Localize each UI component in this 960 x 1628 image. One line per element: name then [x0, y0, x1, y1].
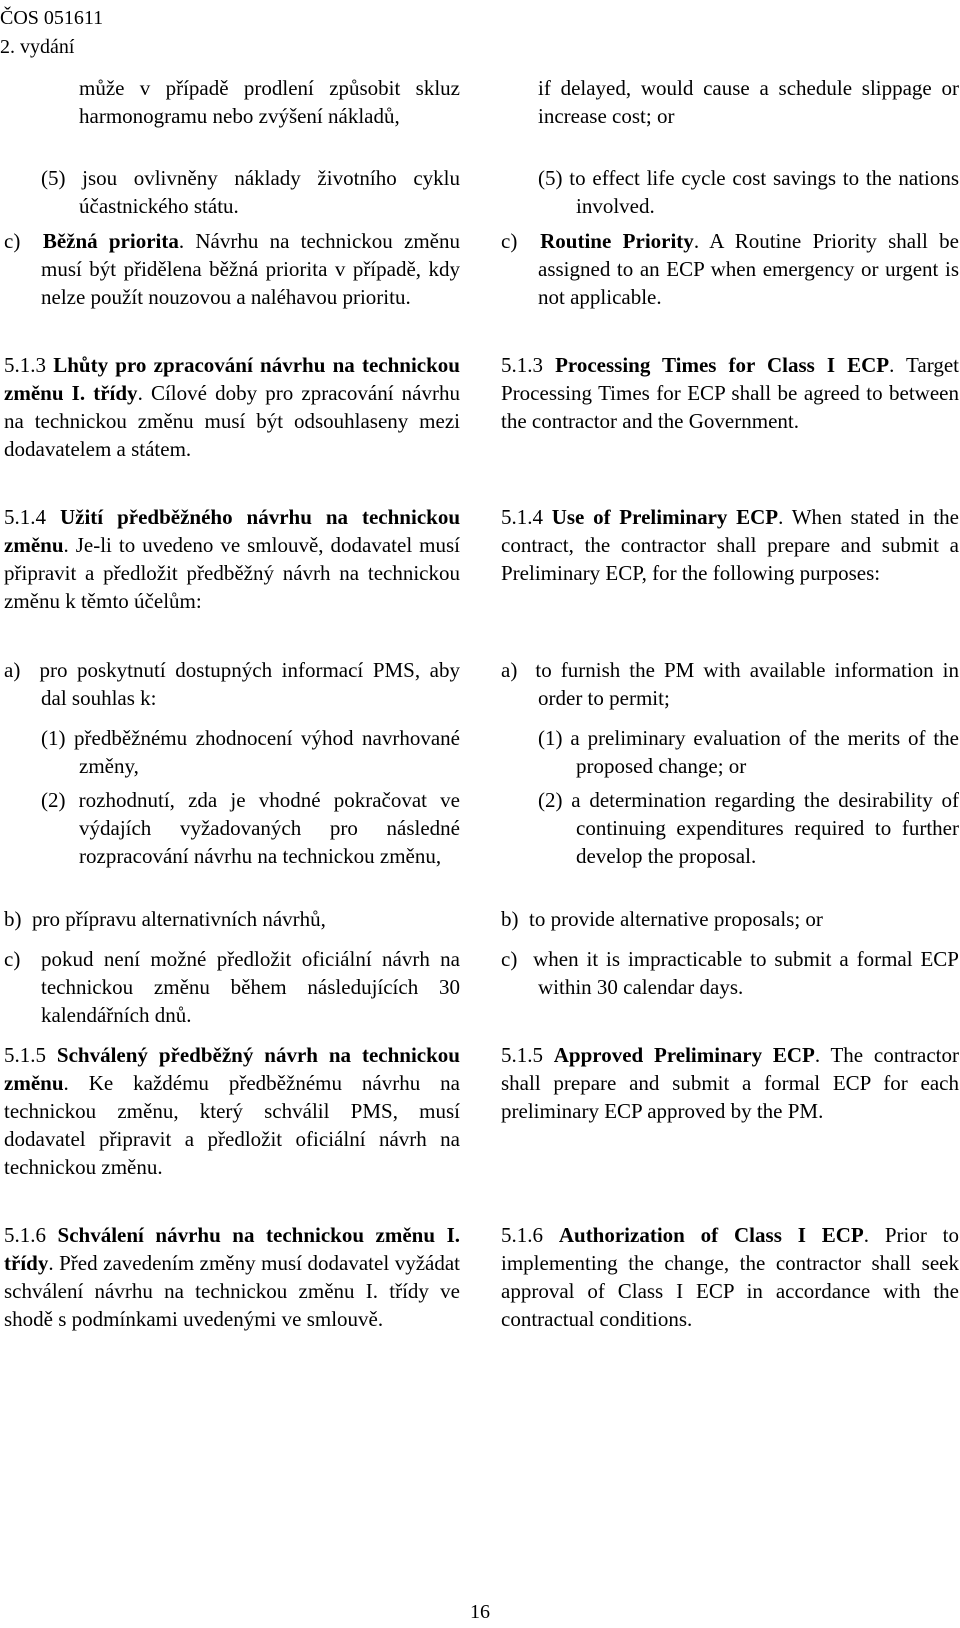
section-5-1-6: 5.1.6 Schválení návrhu na technickou změnu I. třídy. Před zavedením změny musí dodavatel vyžádat schválení návrhu na technickou změnu I. třídy ve shodě s podmínkami uvedenými ve smlouvě. — [4, 1223, 460, 1331]
list-item-a-1: (1) a preliminary evaluation of the merits of the proposed change; or — [538, 726, 959, 778]
section-5-1-3: 5.1.3 Processing Times for Class I ECP. Target Processing Times for ECP shall be agreed to between the contractor and the Government. — [501, 353, 960, 433]
standard-number: ČOS 051611 — [0, 7, 104, 29]
list-item-a-1: (1) předběžnému zhodnocení výhod navrhované změny, — [41, 726, 460, 778]
paragraph-continuation: if delayed, would cause a schedule slippage or increase cost; or — [538, 76, 959, 128]
section-5-1-6: 5.1.6 Authorization of Class I ECP. Prior to implementing the change, the contractor shall seek approval of Class I ECP in accordance with the contractual conditions. — [501, 1223, 960, 1331]
list-item-a: a) pro poskytnutí dostupných informací PMS, aby dal souhlas k: — [4, 658, 460, 710]
page-header — [0, 4, 103, 62]
section-heading: Processing Times for Class I ECP — [555, 353, 890, 377]
list-item-5: (5) to effect life cycle cost savings to the nations involved. — [538, 166, 960, 218]
section-heading: Schválený předběžný návrh na technickou změnu — [4, 1043, 460, 1095]
section-5-1-4: 5.1.4 Use of Preliminary ECP. When stated in the contract, the contractor shall prepare and submit a Preliminary ECP, for the following purposes: — [501, 505, 959, 585]
section-5-1-5: 5.1.5 Approved Preliminary ECP. The contractor shall prepare and submit a formal ECP for each preliminary ECP approved by the PM. — [501, 1043, 959, 1123]
section-heading: Approved Preliminary ECP — [553, 1043, 815, 1067]
section-5-1-4: 5.1.4 Užití předběžného návrhu na technickou změnu. Je-li to uvedeno ve smlouvě, dodavatel musí připravit a předložit předběžný návrh na technickou změnu k těmto účelům: — [4, 505, 460, 613]
section-heading: Užití předběžného návrhu na technickou změnu — [4, 505, 460, 557]
list-item-5: (5) jsou ovlivněny náklady životního cyklu účastnického státu. — [41, 166, 460, 218]
list-item-c: c) when it is impracticable to submit a formal ECP within 30 calendar days. — [501, 947, 959, 999]
list-item-a: a) to furnish the PM with available information in order to permit; — [501, 658, 960, 710]
list-item-c-priority: c) Routine Priority. A Routine Priority shall be assigned to an ECP when emergency or urgent is not applicable. — [501, 229, 960, 309]
list-item-c-priority: c) Běžná priorita. Návrhu na technickou změnu musí být přidělena běžná priorita v případě, kdy nelze použít nouzovou a naléhavou prioritu. — [4, 229, 460, 309]
paragraph-continuation: může v případě prodlení způsobit skluz harmonogramu nebo zvýšení nákladů, — [79, 76, 460, 128]
edition-label: 2. vydání — [0, 36, 75, 58]
page-number: 16 — [470, 1601, 490, 1623]
list-item-a-2: (2) a determination regarding the desirability of continuing expenditures required to further develop the proposal. — [538, 788, 959, 868]
section-5-1-5: 5.1.5 Schválený předběžný návrh na technickou změnu. Ke každému předběžnému návrhu na technickou změnu, který schválil PMS, musí dodavatel připravit a předložit oficiální návrh na technickou změnu. — [4, 1043, 460, 1179]
list-item-b: b) to provide alternative proposals; or — [501, 907, 823, 931]
section-heading: Authorization of Class I ECP — [558, 1223, 864, 1247]
list-item-c: c) pokud není možné předložit oficiální návrh na technickou změnu během následujících 30 kalendářních dnů. — [4, 947, 460, 1027]
list-item-a-2: (2) rozhodnutí, zda je vhodné pokračovat ve výdajích vyžadovaných pro následné rozpracování návrhu na technickou změnu, — [41, 788, 460, 868]
section-heading: Use of Preliminary ECP — [551, 505, 779, 529]
section-heading: Lhůty pro zpracování návrhu na technickou změnu I. třídy — [4, 353, 460, 405]
list-item-b: b) pro přípravu alternativních návrhů, — [4, 907, 326, 931]
section-heading: Schválení návrhu na technickou změnu I. třídy — [4, 1223, 460, 1275]
section-5-1-3: 5.1.3 Lhůty pro zpracování návrhu na technickou změnu I. třídy. Cílové doby pro zpracování návrhu na technickou změnu musí být odsouhlaseny mezi dodavatelem a státem. — [4, 353, 460, 461]
